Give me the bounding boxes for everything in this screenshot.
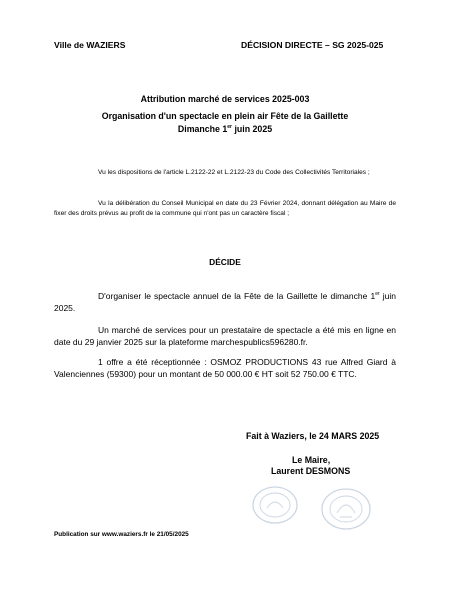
signature-role: Le Maire,	[292, 455, 331, 465]
body-paragraph-1: D'organiser le spectacle annuel de la Fête de la Gaillette le dimanche 1er juin 2025.	[54, 291, 396, 313]
town-seal-left-icon	[250, 484, 300, 526]
title-line-1: Attribution marché de services 2025-003	[140, 94, 310, 104]
body-paragraph-2: Un marché de services pour un prestataire de spectacle a été mis en ligne en date du 29 janvier 2025 sur la plateforme marchespublics596280.fr.	[54, 325, 396, 347]
signature-name: Laurent DESMONS	[271, 466, 351, 476]
town-seal-right-icon	[318, 486, 374, 532]
consideration-1: Vu les dispositions de l'article L.2122-22 et L.2122-23 du Code des Collectivités Territoriales ;	[98, 169, 370, 176]
decide-heading: DÉCIDE	[209, 257, 241, 267]
title-line-2: Organisation d'un spectacle en plein air Fête de la Gaillette	[101, 111, 349, 121]
town-name: Ville de WAZIERS	[54, 40, 126, 50]
decision-reference: DÉCISION DIRECTE – SG 2025-025	[241, 40, 384, 50]
consideration-2: Vu la délibération du Conseil Municipal en date du 23 Février 2024, donnant délégation au Maire de fixer des droits prévus au profit de la commune qui n'ont pas un caractère fiscal ;	[54, 200, 396, 217]
body-paragraph-3: 1 offre a été réceptionnée : OSMOZ PRODUCTIONS 43 rue Alfred Giard à Valenciennes (59300) pour un montant de 50 000.00 € HT soit 52 750.00 € TTC.	[54, 357, 396, 379]
signature-place-date: Fait à Waziers, le 24 MARS 2025	[246, 431, 380, 441]
title-line-3: Dimanche 1er juin 2025	[177, 124, 273, 134]
publication-note: Publication sur www.waziers.fr le 21/05/2025	[54, 531, 189, 538]
